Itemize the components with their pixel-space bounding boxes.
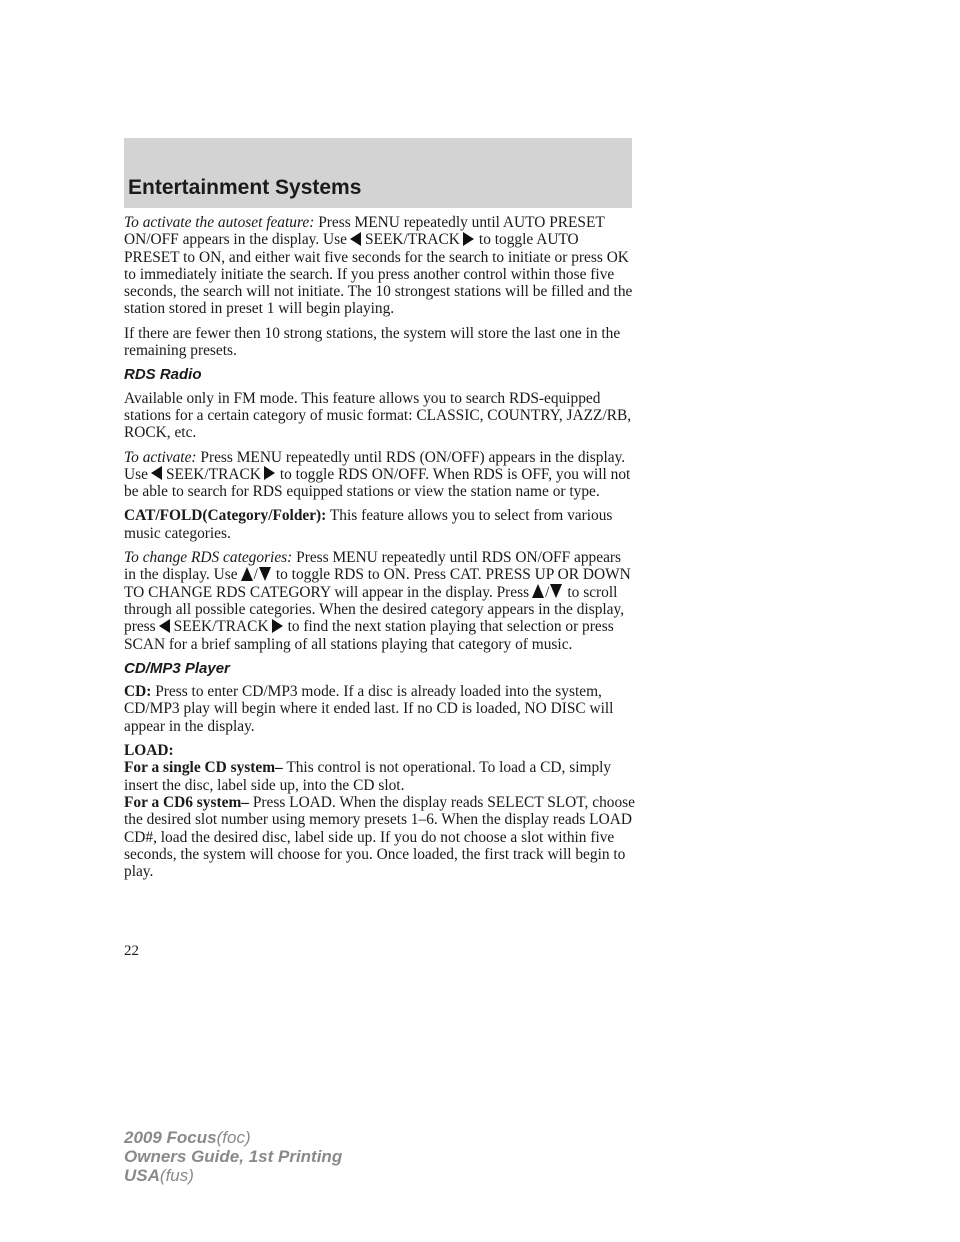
seek-right-icon <box>463 232 474 246</box>
cd6-label: For a CD6 system– <box>124 793 249 811</box>
arrow-down-icon <box>259 567 271 581</box>
rds-activate-paragraph <box>124 449 636 501</box>
autoset-text-1: Press MENU repeatedly until AUTO PRESET ON/OFF appears in the display. Use <box>124 214 605 249</box>
rds-change-seek: SEEK/TRACK <box>173 618 269 636</box>
catfold-text: This feature allows you to select from various music categories. <box>124 507 613 542</box>
footer-model: 2009 Focus <box>124 1128 217 1147</box>
single-cd-text: This control is not operational. To load a CD, simply insert the disc, label side up, into the CD slot. <box>124 759 612 794</box>
autoset-seek-label: SEEK/TRACK <box>365 231 460 249</box>
rds-activate-intro: To activate: <box>124 448 197 466</box>
rds-change-intro: To change RDS categories: <box>124 549 293 567</box>
rds-change-text-1: Press MENU repeatedly until RDS ON/OFF appears in the display. Use <box>124 549 622 584</box>
page-content <box>124 214 636 887</box>
print-footer <box>124 1128 342 1185</box>
fewer-stations-paragraph: If there are fewer then 10 strong stations, the system will store the last one in the remaining presets. <box>124 324 621 360</box>
rds-change-text-4: to find the next station playing that selection or press SCAN for a brief sampling of all stations playing that category of music. <box>124 618 614 653</box>
rds-activate-text-2: to toggle RDS ON/OFF. When RDS is OFF, you will not be able to search for RDS equipped stations or view the station name or type. <box>124 465 631 501</box>
seek-right-icon <box>264 466 275 480</box>
load-label-text: LOAD: <box>124 742 174 760</box>
single-cd-paragraph <box>124 759 636 794</box>
catfold-paragraph <box>124 507 636 542</box>
cd-paragraph <box>124 683 636 735</box>
slash-separator: / <box>253 566 258 584</box>
rds-activate-seek: SEEK/TRACK <box>165 465 261 483</box>
rds-change-paragraph <box>124 549 636 653</box>
footer-printing: Owners Guide, 1st Printing <box>124 1147 343 1166</box>
rds-heading: RDS Radio <box>124 366 202 384</box>
footer-model-code: (foc) <box>216 1128 251 1147</box>
cd6-paragraph <box>124 794 636 880</box>
cd6-text: Press LOAD. When the display reads SELECT SLOT, choose the desired slot number using memory presets 1–6. When the display reads LOAD CD#, load the desired disc, label side up. If you do not choose a slot within five seconds, the system will choose for you. Once loaded, the first track will begin to play. <box>124 793 635 881</box>
page-number: 22 <box>124 943 139 959</box>
rds-activate-text-1: Press MENU repeatedly until RDS (ON/OFF) appears in the display. Use <box>124 448 626 483</box>
seek-left-icon <box>159 619 170 633</box>
rds-change-text-3: to scroll through all possible categories. When the desired category appears in the display, press <box>124 583 625 636</box>
seek-left-icon <box>350 232 361 246</box>
footer-line-model <box>124 1128 342 1147</box>
load-label <box>124 742 636 759</box>
section-title: Entertainment Systems <box>128 176 362 199</box>
cd-text: Press to enter CD/MP3 mode. If a disc is already loaded into the system, CD/MP3 play will begin where it ended last. If no CD is loaded, NO DISC will appear in the display. <box>124 683 614 735</box>
autoset-intro: To activate the autoset feature: <box>124 214 315 231</box>
arrow-down-icon <box>550 584 562 598</box>
cd-label: CD: <box>124 683 152 701</box>
cd-heading: CD/MP3 Player <box>124 659 230 677</box>
arrow-up-icon <box>532 584 544 598</box>
autoset-paragraph <box>124 214 636 318</box>
catfold-label: CAT/FOLD(Category/Folder): <box>124 507 327 525</box>
seek-right-icon <box>272 619 283 633</box>
rds-description: Available only in FM mode. This feature allows you to search RDS-equipped stations for a certain category of music format: CLASSIC, COUNTRY, JAZZ/RB, ROCK, etc. <box>124 389 632 442</box>
slash-separator: / <box>545 583 550 601</box>
autoset-text-2: to toggle AUTO PRESET to ON, and either wait five seconds for the search to initiate or press OK to immediately initiate the search. If you press another control within those five seconds, the search will not initiate. The 10 strongest stations will be filled and the station stored in preset 1 will begin playing. <box>124 231 633 318</box>
footer-market: USA <box>124 1166 160 1185</box>
arrow-up-icon <box>241 567 253 581</box>
single-cd-label: For a single CD system– <box>124 759 283 777</box>
footer-line-market <box>124 1166 342 1185</box>
rds-change-text-2: to toggle RDS to ON. Press CAT. PRESS UP OR DOWN TO CHANGE RDS CATEGORY will appear in the display. Press <box>124 566 631 601</box>
footer-market-code: (fus) <box>159 1166 194 1185</box>
seek-left-icon <box>151 466 162 480</box>
